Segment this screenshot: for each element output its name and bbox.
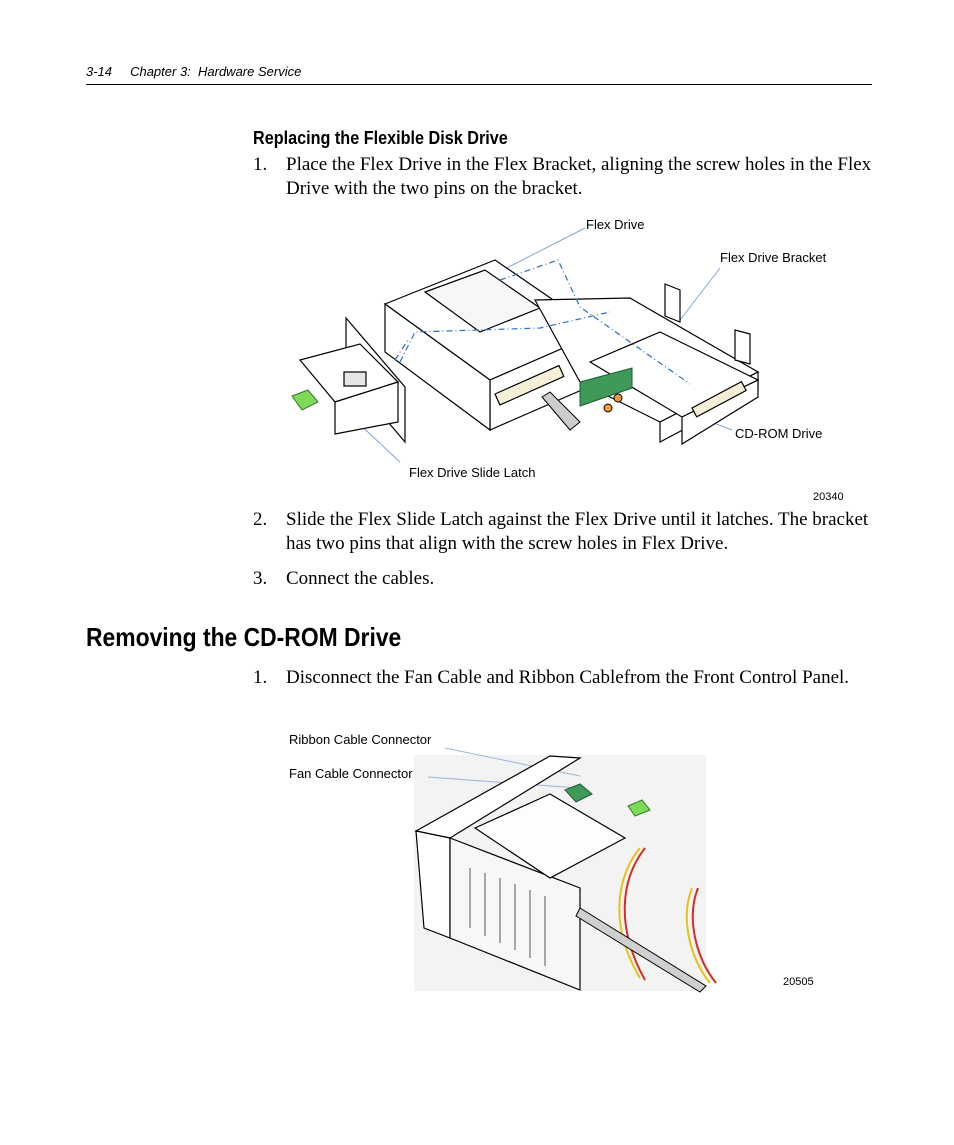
step-number: 2. bbox=[253, 509, 268, 530]
step-text: Slide the Flex Slide Latch against the Flex Drive until it latches. The bracket has two pins that align with the screw holes in Flex Drive. bbox=[286, 509, 869, 554]
step-1-cdrom bbox=[253, 666, 873, 714]
section-heading-removing-cdrom: Removing the CD-ROM Drive bbox=[86, 622, 402, 652]
step-number: 1. bbox=[253, 154, 268, 175]
callout-flex-drive-bracket: Flex Drive Bracket bbox=[720, 250, 827, 265]
page-header: 3-14 Chapter 3: Hardware Service bbox=[86, 64, 302, 79]
step-number: 1. bbox=[253, 667, 268, 688]
callout-cdrom-drive: CD-ROM Drive bbox=[735, 426, 823, 441]
step-1-flex bbox=[253, 153, 873, 201]
callout-ribbon-cable-connector: Ribbon Cable Connector bbox=[289, 732, 432, 747]
step-text: Connect the cables. bbox=[286, 568, 435, 589]
section-heading-replacing-flex-drive: Replacing the Flexible Disk Drive bbox=[253, 128, 508, 148]
header-rule bbox=[86, 84, 872, 85]
step-text: Disconnect the Fan Cable and Ribbon Cablefrom the Front Control Panel. bbox=[286, 667, 850, 688]
callout-flex-drive-slide-latch: Flex Drive Slide Latch bbox=[409, 465, 536, 480]
callout-flex-drive: Flex Drive bbox=[586, 217, 645, 232]
step-number: 3. bbox=[253, 568, 268, 589]
callout-fan-cable-connector: Fan Cable Connector bbox=[289, 766, 413, 781]
figure-number: 20505 bbox=[783, 976, 814, 988]
step-text: Place the Flex Drive in the Flex Bracket, aligning the screw holes in the Flex Drive with the two pins on the bracket. bbox=[286, 154, 872, 199]
step-3-flex bbox=[253, 567, 873, 591]
figure-cdrom-removal bbox=[280, 728, 820, 998]
figure-number: 20340 bbox=[813, 491, 844, 503]
figure-flex-drive-assembly bbox=[280, 212, 860, 512]
step-2-flex bbox=[253, 508, 873, 556]
